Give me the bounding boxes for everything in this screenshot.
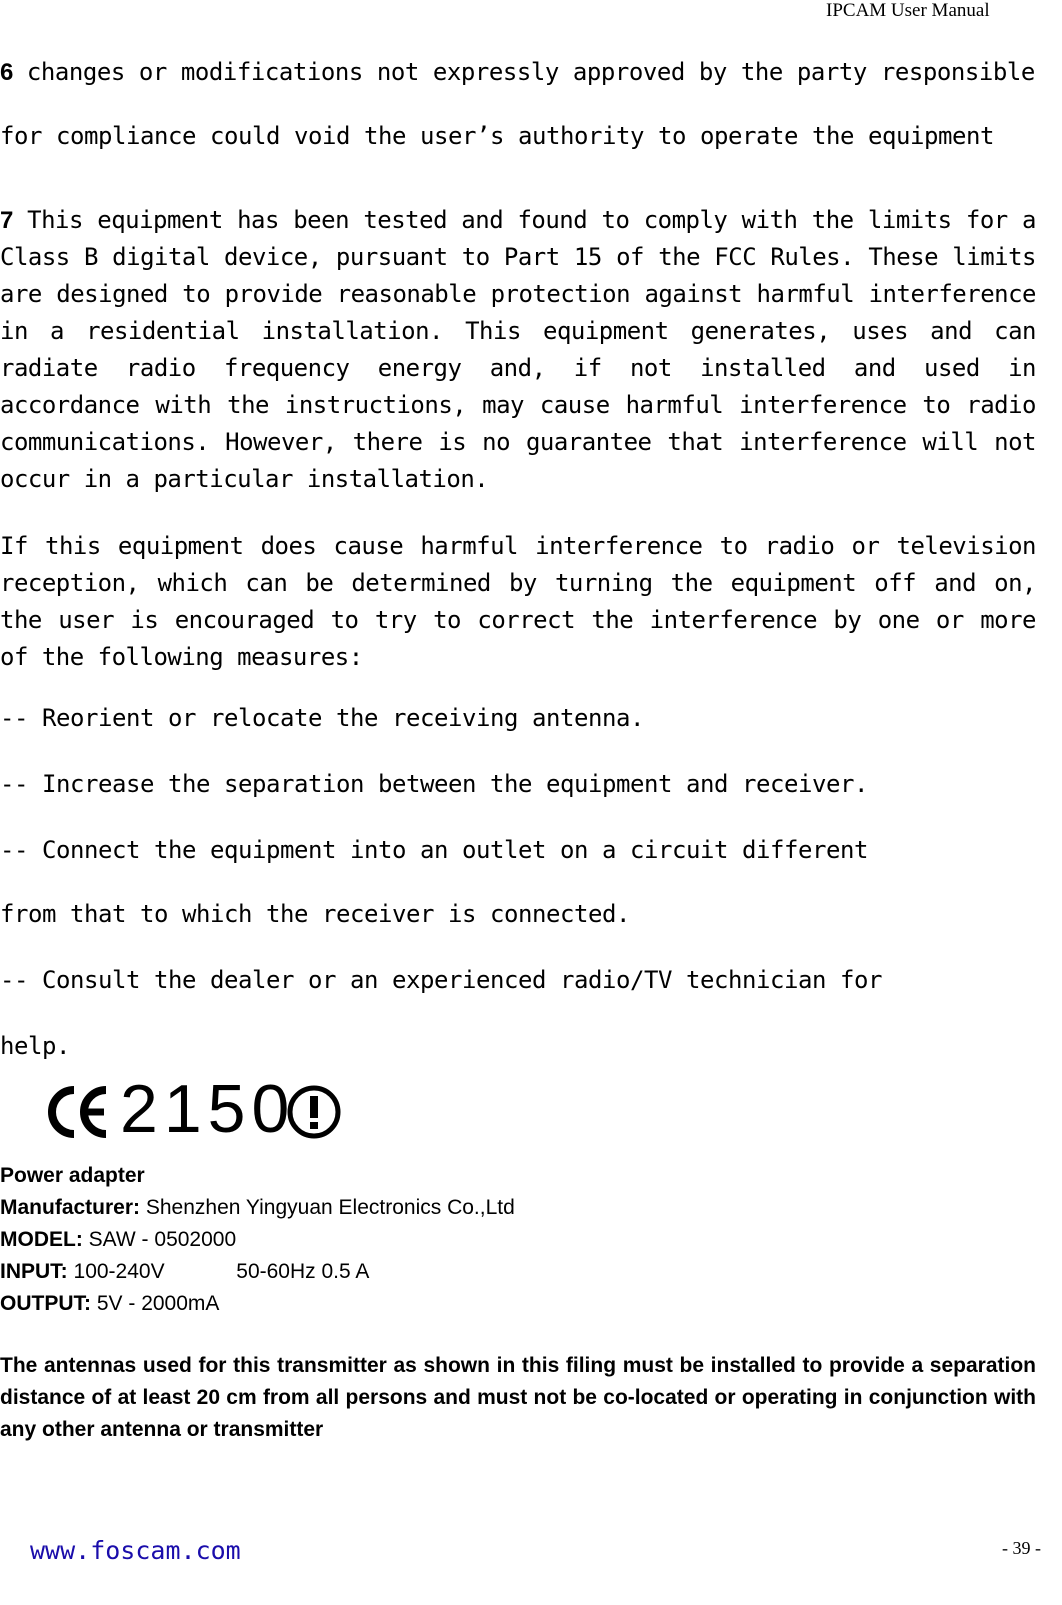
antenna-notice: The antennas used for this transmitter as shown in this filing must be installed to provide a separation distance of at least 20 cm from all persons and must not be co-located or operating in conjunction with any other antenna or transmitter (0, 1354, 1036, 1441)
adapter-manufacturer-value: Shenzhen Yingyuan Electronics Co.,Ltd (145, 1196, 515, 1219)
measure-consult-line-1: -- Consult the dealer or an experienced radio/TV technician for (0, 966, 882, 994)
item-6-text-1: changes or modifications not expressly approved by the party responsible (26, 58, 1035, 86)
measure-outlet-line-2: from that to which the receiver is connected. (0, 900, 630, 928)
alert-icon (286, 1084, 342, 1140)
measures-intro: If this equipment does cause harmful interference to radio or television reception, which can be determined by turning the equipment off and on, the user is encouraged to try to correct the interference by one or more of the following measures: (0, 532, 1036, 671)
adapter-output-label: OUTPUT: (0, 1292, 91, 1315)
measure-consult-line-2: help. (0, 1032, 70, 1060)
page-number: - 39 - (1002, 1538, 1041, 1558)
adapter-model (0, 1228, 236, 1252)
adapter-manufacturer (0, 1196, 515, 1220)
adapter-model-label: MODEL: (0, 1228, 83, 1251)
measure-outlet-line-1: -- Connect the equipment into an outlet on a circuit different (0, 836, 868, 864)
item-6-number: 6 (0, 59, 13, 86)
adapter-output-value: 5V - 2000mA (96, 1292, 220, 1315)
adapter-output (0, 1292, 219, 1316)
adapter-input (0, 1260, 369, 1284)
item-6-line-1 (0, 58, 1035, 87)
footer-website-link[interactable]: www.foscam.com (30, 1536, 241, 1565)
ce-notified-body-number: 2150 (120, 1071, 296, 1147)
item-7-paragraph (0, 202, 1036, 498)
adapter-input-label: INPUT: (0, 1260, 68, 1283)
adapter-input-voltage: 100-240V (73, 1260, 165, 1283)
item-7-number: 7 (0, 207, 13, 234)
measure-separation: -- Increase the separation between the equipment and receiver. (0, 770, 868, 798)
measure-reorient: -- Reorient or relocate the receiving antenna. (0, 704, 644, 732)
item-6-line-2: for compliance could void the user’s authority to operate the equipment (0, 122, 994, 150)
manual-title: IPCAM User Manual (826, 0, 990, 21)
adapter-title: Power adapter (0, 1164, 145, 1187)
adapter-manufacturer-label: Manufacturer: (0, 1196, 141, 1219)
item-7-text: This equipment has been tested and found to comply with the limits for a Class B digital device, pursuant to Part 15 of the FCC Rules. These limits are designed to provide reasonable protection against harmful interference in a residential installation. This equipment generates, uses and can radiate radio frequency energy and, if not installed and used in accordance with the instructions, may cause harmful interference to radio communications. However, there is no guarantee that interference will not occur in a particular installation. (0, 206, 1036, 493)
adapter-input-frequency: 50-60Hz 0.5 A (236, 1260, 370, 1283)
ce-mark-logo (34, 1068, 344, 1160)
adapter-model-value: SAW - 0502000 (88, 1228, 237, 1251)
